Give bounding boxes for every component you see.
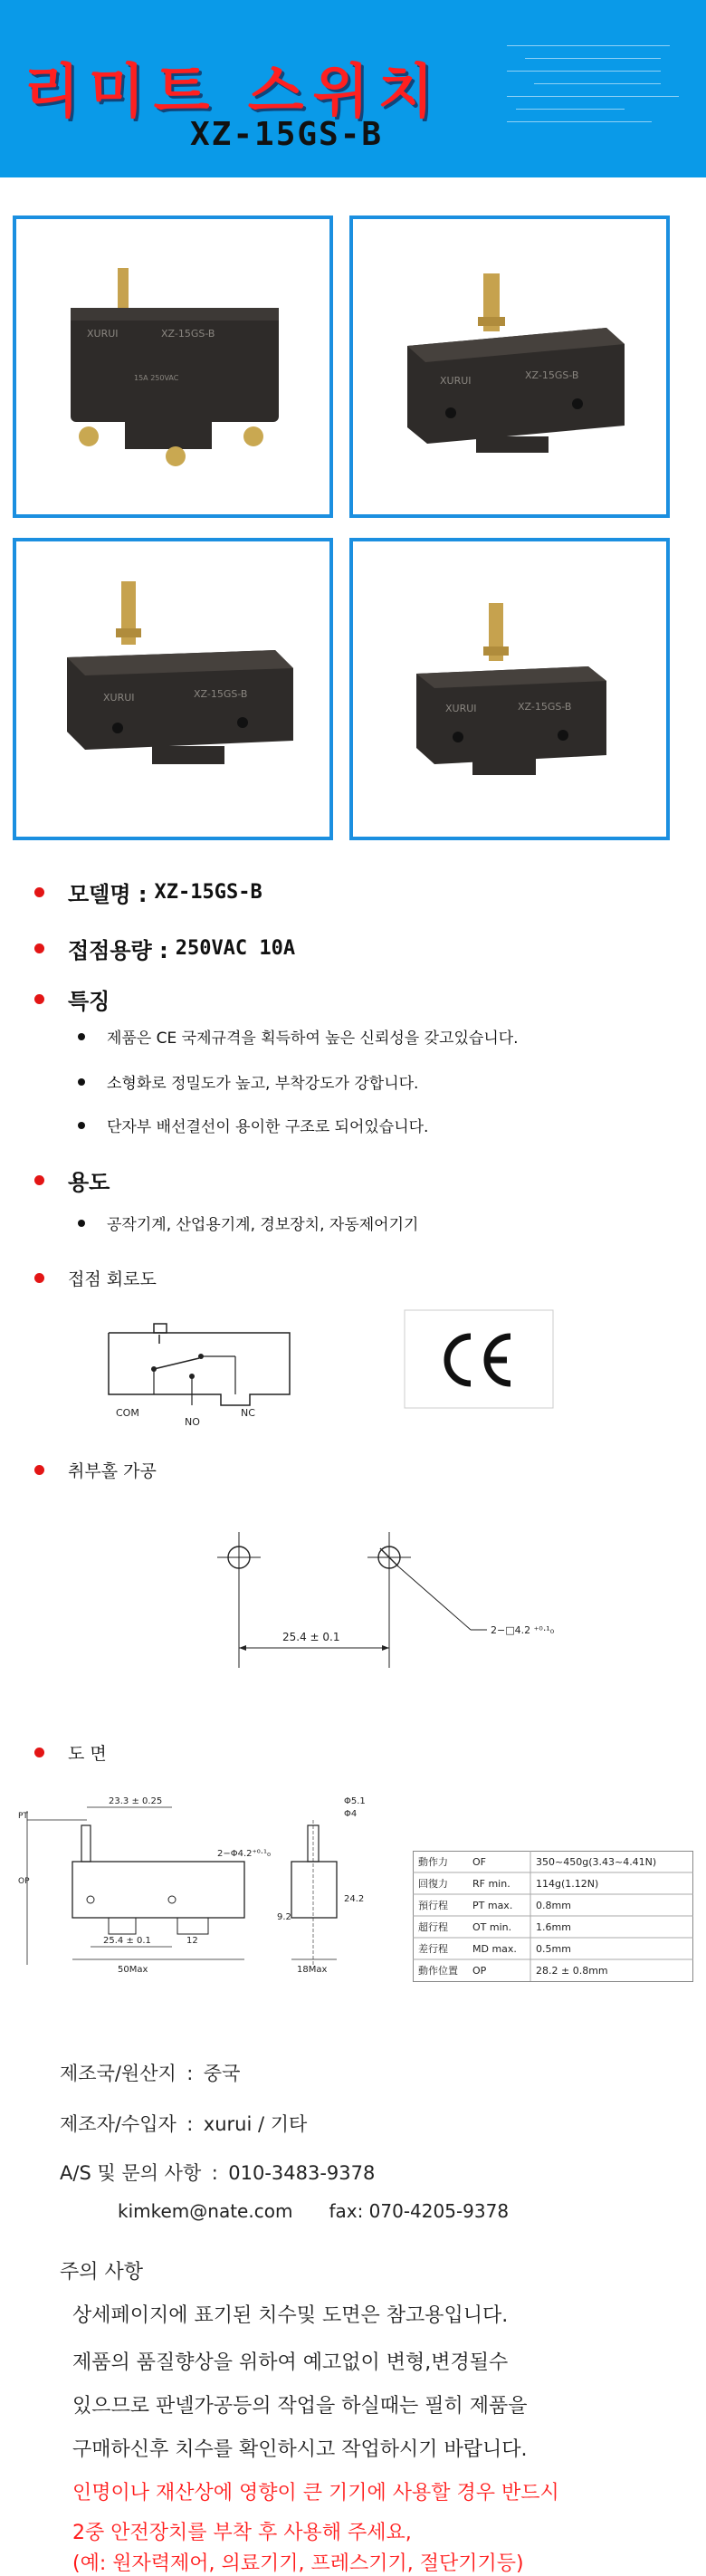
red-bullet-icon xyxy=(34,943,44,953)
ce-mark-icon xyxy=(404,1309,554,1409)
spec-table-cell: MD max. xyxy=(472,1943,517,1955)
bullet-icon xyxy=(78,1220,85,1227)
switch-illustration xyxy=(16,541,329,837)
header-banner xyxy=(0,0,706,177)
spec-table-cell: OP xyxy=(472,1965,487,1977)
spec-table xyxy=(413,1851,693,1987)
spec-table-cell: 動作位置 xyxy=(418,1965,458,1977)
spec-table-cell: OT min. xyxy=(472,1921,512,1933)
dim-d4: Φ4 xyxy=(344,1809,358,1819)
circuit-label: 접점 회로도 xyxy=(68,1269,157,1289)
spec-table-cell: OF xyxy=(472,1856,486,1868)
notice-line: 제품의 품질향상을 위하여 예고없이 변형,변경될수 xyxy=(72,2351,509,2374)
email-text[interactable]: kimkem@nate.com xyxy=(118,2200,293,2222)
bullet-icon xyxy=(78,1122,85,1129)
product-photo-1 xyxy=(13,215,333,518)
pt-label: PT xyxy=(18,1812,28,1821)
spec-table-cell: 28.2 ± 0.8mm xyxy=(536,1965,608,1977)
rating-label: 접점용량 : xyxy=(68,938,168,963)
mount-label: 취부홀 가공 xyxy=(68,1461,157,1481)
switch-illustration xyxy=(16,219,329,514)
header-decoration xyxy=(507,36,688,154)
spec-table-cell: PT max. xyxy=(472,1900,513,1911)
no-label: NO xyxy=(185,1416,200,1428)
svg-text:XURUI: XURUI xyxy=(103,692,135,704)
as-line: A/S 및 문의 사항 : 010-3483-9378 xyxy=(60,2162,376,2184)
switch-illustration xyxy=(353,541,666,837)
red-bullet-icon xyxy=(34,1273,44,1283)
maker-line: 제조자/수입자 : xurui / 기타 xyxy=(60,2113,308,2135)
spec-table-cell: 動作力 xyxy=(418,1856,448,1868)
model-row xyxy=(34,876,262,908)
product-photo-2 xyxy=(349,215,670,518)
spec-table-cell: 預行程 xyxy=(418,1900,448,1911)
bullet-icon xyxy=(78,1078,85,1086)
svg-text:XURUI: XURUI xyxy=(440,375,472,387)
spec-table-cell: RF min. xyxy=(472,1878,510,1890)
hole-label: 2−□4.2 ⁺⁰·¹₀ xyxy=(491,1624,555,1636)
warning-line: (예: 원자력제어, 의료기기, 프레스기기, 절단기기등) xyxy=(72,2552,524,2575)
feature-text: 소형화로 정밀도가 높고, 부착강도가 강합니다. xyxy=(107,1075,419,1093)
warning-line: 2중 안전장치를 부착 후 사용해 주세요, xyxy=(72,2522,412,2544)
spec-table-cell: 0.5mm xyxy=(536,1943,571,1955)
usage-label: 용도 xyxy=(68,1170,110,1195)
circuit-heading xyxy=(34,1266,157,1290)
red-bullet-icon xyxy=(34,1175,44,1185)
bullet-icon xyxy=(78,1033,85,1040)
dim-bottom: 25.4 ± 0.1 xyxy=(103,1936,151,1946)
origin-label: 제조국/원산지 xyxy=(60,2063,176,2084)
warning-line: 인명이나 재산상에 영향이 큰 기기에 사용할 경우 반드시 xyxy=(72,2482,559,2504)
dim-242: 24.2 xyxy=(344,1894,365,1904)
op-label: OP xyxy=(18,1877,30,1886)
product-photo-3 xyxy=(13,538,333,840)
model-value: XZ-15GS-B xyxy=(154,881,262,904)
red-bullet-icon xyxy=(34,994,44,1004)
feature-item xyxy=(78,1070,418,1093)
feature-item xyxy=(78,1114,428,1136)
fax-text: fax: 070-4205-9378 xyxy=(329,2200,510,2222)
switch-illustration xyxy=(353,219,666,514)
spec-table-cell: 差行程 xyxy=(418,1943,448,1955)
svg-text:XURUI: XURUI xyxy=(445,703,477,714)
mount-heading xyxy=(34,1458,157,1482)
drawing-heading xyxy=(34,1740,107,1765)
spec-table-cell: 超行程 xyxy=(418,1921,448,1933)
com-label: COM xyxy=(116,1407,139,1419)
red-bullet-icon xyxy=(34,1465,44,1475)
model-label: 모델명 : xyxy=(68,882,148,907)
red-bullet-icon xyxy=(34,1748,44,1757)
spec-table-cell: 350~450g(3.43~4.41N) xyxy=(536,1856,657,1868)
product-photo-4 xyxy=(349,538,670,840)
page-title: 리미트 스위치 xyxy=(24,59,444,126)
as-value: 010-3483-9378 xyxy=(228,2162,376,2184)
mounting-hole-diagram xyxy=(199,1514,555,1695)
hole-note: 2−Φ4.2⁺⁰·¹₀ xyxy=(217,1849,271,1859)
notice-line: 있으므로 판넬가공등의 작업을 하실때는 필히 제품을 xyxy=(72,2395,528,2418)
usage-text: 공작기계, 산업용기계, 경보장치, 자동제어기기 xyxy=(107,1216,419,1234)
origin-line: 제조국/원산지 : 중국 xyxy=(60,2063,241,2084)
rating-value: 250VAC 10A xyxy=(175,937,296,960)
maker-value: xurui / 기타 xyxy=(203,2113,308,2135)
spec-table-cell: 114g(1.12N) xyxy=(536,1878,599,1890)
notice-line: 상세페이지에 표기된 치수및 도면은 참고용입니다. xyxy=(72,2304,509,2327)
dim-d51: Φ5.1 xyxy=(344,1796,366,1806)
features-heading xyxy=(34,983,110,1015)
contact-line xyxy=(118,2200,509,2222)
features-label: 특징 xyxy=(68,989,110,1014)
dim-12: 12 xyxy=(186,1936,198,1946)
usage-heading xyxy=(34,1164,110,1196)
dim-50: 50Max xyxy=(118,1965,148,1975)
origin-value: 중국 xyxy=(203,2063,241,2084)
rating-row xyxy=(34,933,295,964)
usage-item xyxy=(78,1211,418,1234)
svg-text:15A 250VAC: 15A 250VAC xyxy=(134,374,179,382)
feature-text: 단자부 배선결선이 용이한 구조로 되어있습니다. xyxy=(107,1118,429,1136)
svg-text:XZ-15GS-B: XZ-15GS-B xyxy=(161,328,215,340)
red-bullet-icon xyxy=(34,887,44,897)
notice-title: 주의 사항 xyxy=(60,2261,144,2284)
svg-text:XURUI: XURUI xyxy=(87,328,119,340)
svg-text:XZ-15GS-B: XZ-15GS-B xyxy=(194,688,248,700)
maker-label: 제조자/수입자 xyxy=(60,2113,176,2135)
dim-18: 18Max xyxy=(297,1965,328,1975)
notice-line: 구매하신후 치수를 확인하시고 작업하시기 바랍니다. xyxy=(72,2438,528,2461)
svg-text:XZ-15GS-B: XZ-15GS-B xyxy=(518,701,572,713)
spec-table-cell: 1.6mm xyxy=(536,1921,571,1933)
as-label: A/S 및 문의 사항 xyxy=(60,2162,202,2184)
spec-table-cell: 0.8mm xyxy=(536,1900,571,1911)
feature-text: 제품은 CE 국제규격을 획득하여 높은 신뢰성을 갖고있습니다. xyxy=(107,1029,519,1048)
spec-table-cell: 回復力 xyxy=(418,1878,448,1890)
technical-drawing xyxy=(9,1784,389,2010)
dim-92: 9.2 xyxy=(277,1912,291,1922)
dim-top: 23.3 ± 0.25 xyxy=(109,1796,163,1806)
drawing-label: 도 면 xyxy=(68,1744,107,1764)
feature-item xyxy=(78,1025,519,1048)
nc-label: NC xyxy=(241,1407,255,1419)
svg-text:XZ-15GS-B: XZ-15GS-B xyxy=(525,369,579,381)
pitch-label: 25.4 ± 0.1 xyxy=(282,1631,340,1643)
header-model: XZ-15GS-B xyxy=(190,116,384,153)
circuit-diagram xyxy=(91,1304,308,1449)
